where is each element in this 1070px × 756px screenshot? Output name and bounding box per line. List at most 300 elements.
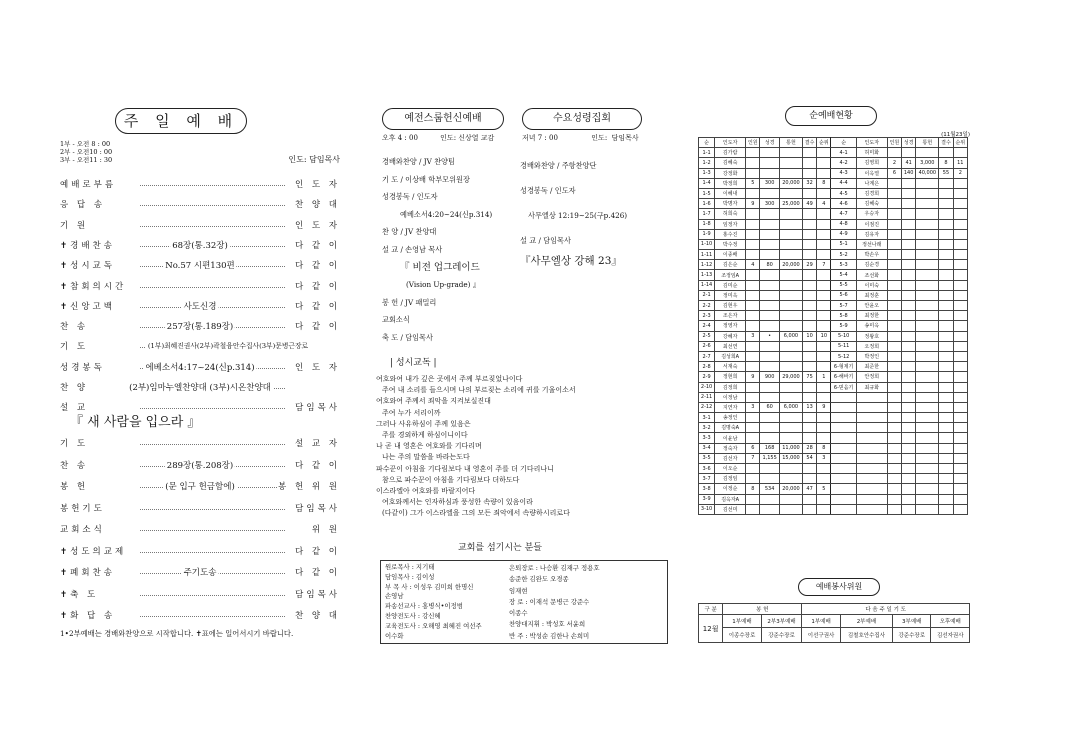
order-item-performer: 다 같 이 <box>294 546 340 557</box>
order-item-label: 봉 헌 <box>60 482 89 492</box>
table-cell: 임정자 <box>715 219 746 229</box>
table-cell: 이미숙 <box>856 280 887 290</box>
order-row <box>60 588 340 602</box>
table-cell <box>887 188 901 198</box>
table-cell: 1-12 <box>699 260 715 270</box>
table-cell <box>817 433 831 443</box>
table-cell <box>953 453 967 463</box>
table-cell <box>817 148 831 158</box>
table-cell <box>856 453 887 463</box>
table-cell <box>817 290 831 300</box>
order-item-label: ✝폐회찬송 <box>60 568 115 578</box>
table-cell <box>887 301 901 311</box>
table-cell: 32 <box>802 178 816 188</box>
order-row <box>60 437 340 451</box>
table-cell <box>746 494 760 504</box>
table-cell <box>887 229 901 239</box>
table-cell <box>802 351 816 361</box>
table-cell: 강혜자 <box>715 331 746 341</box>
table-cell <box>779 270 802 280</box>
table-cell: 7 <box>746 453 760 463</box>
table-cell: 강정화 <box>715 168 746 178</box>
table-cell <box>902 413 916 423</box>
table-cell: 오정희 <box>856 341 887 351</box>
table-cell <box>887 443 901 453</box>
table-cell: 박명자 <box>715 199 746 209</box>
table-cell: 강준수장로 <box>893 628 931 643</box>
dot-leader <box>140 444 285 445</box>
table-cell <box>916 474 939 484</box>
table-cell <box>802 209 816 219</box>
table-cell <box>902 321 916 331</box>
order-item-performer: 다 같 이 <box>294 261 340 272</box>
table-cell <box>802 158 816 168</box>
table-cell: 송미옥 <box>856 321 887 331</box>
table-cell <box>902 188 916 198</box>
column-header: 순 <box>699 138 715 148</box>
table-row <box>699 280 968 290</box>
table-cell <box>817 239 831 249</box>
dot-leader <box>140 185 285 186</box>
table-cell <box>817 321 831 331</box>
table-cell: 4-7 <box>831 209 856 219</box>
table-row <box>699 628 970 643</box>
table-cell <box>902 239 916 249</box>
table-cell <box>746 290 760 300</box>
order-item-label: 교회소식 <box>60 525 105 535</box>
table-cell: 나계은 <box>856 178 887 188</box>
table-row <box>699 311 968 321</box>
table-cell <box>817 504 831 514</box>
order-item-label: ✝신앙고백 <box>60 301 115 312</box>
table-cell <box>760 158 780 168</box>
table-cell <box>902 209 916 219</box>
dot-leader <box>140 595 285 596</box>
table-cell: 4-6 <box>831 199 856 209</box>
table-cell <box>902 229 916 239</box>
order-item-label: ✝성시교독 <box>60 261 115 272</box>
order-item-performer: 다 같 이 <box>294 301 340 312</box>
table-cell <box>779 362 802 372</box>
table-cell: 47 <box>802 484 816 494</box>
table-row <box>699 341 968 351</box>
table-row <box>699 504 968 514</box>
table-cell <box>779 219 802 229</box>
order-item-performer: 다 같 이 <box>294 281 340 292</box>
table-cell <box>887 351 901 361</box>
table-cell <box>939 270 953 280</box>
order-line: 임재현 <box>509 586 528 595</box>
table-cell: 김옥자A <box>715 494 746 504</box>
table-cell <box>856 464 887 474</box>
table-cell: 최선연 <box>715 341 746 351</box>
column-subheader: 3부예배 <box>893 615 931 628</box>
table-cell <box>887 290 901 300</box>
table-cell <box>939 474 953 484</box>
table-cell <box>802 464 816 474</box>
dot-leader <box>140 226 285 227</box>
column-header: 통헌 <box>779 138 802 148</box>
order-line: 여호와여 주께서 죄악을 지켜보실진대 <box>376 397 491 406</box>
order-line: 봉 헌 / JV 패밀리 <box>382 297 437 307</box>
dot-leader <box>140 408 285 409</box>
table-row <box>699 443 968 453</box>
table-cell: 김은순 <box>715 260 746 270</box>
table-row <box>699 209 968 219</box>
table-cell: 김순경 <box>856 260 887 270</box>
table-cell: 4 <box>817 199 831 209</box>
table-cell <box>746 413 760 423</box>
order-row <box>60 300 340 314</box>
table-cell <box>802 301 816 311</box>
order-line: 사무엘상 12:19~25(구p.426) <box>528 211 628 220</box>
table-cell <box>802 413 816 423</box>
table-row <box>699 178 968 188</box>
table-cell <box>779 188 802 198</box>
table-cell: 서재숙 <box>715 362 746 372</box>
table-cell <box>779 464 802 474</box>
table-cell: 3-6 <box>699 464 715 474</box>
table-cell <box>916 382 939 392</box>
table-cell <box>953 351 967 361</box>
table-cell: 10 <box>817 331 831 341</box>
order-item-detail: 주기도송 <box>183 568 217 578</box>
table-cell: 3-7 <box>699 474 715 484</box>
table-cell <box>953 433 967 443</box>
table-cell <box>746 504 760 514</box>
responsive-reading <box>376 374 676 520</box>
table-cell <box>902 250 916 260</box>
table-cell <box>760 270 780 280</box>
table-cell <box>802 290 816 300</box>
youth-service-title: 예전스룹헌신예배 <box>382 108 504 130</box>
table-cell: 20,000 <box>779 260 802 270</box>
table-cell <box>802 392 816 402</box>
table-cell <box>779 423 802 433</box>
table-cell <box>802 321 816 331</box>
table-cell <box>953 250 967 260</box>
order-item-label: 성경봉독 <box>60 362 105 373</box>
table-cell <box>916 301 939 311</box>
table-cell <box>916 250 939 260</box>
cell-status-title: 순예배현황 <box>785 106 877 126</box>
table-row <box>699 260 968 270</box>
table-cell: 1-6 <box>699 199 715 209</box>
order-item-detail: 에베소서4:17~24(신p.314) <box>145 362 255 373</box>
order-row <box>60 259 340 273</box>
table-cell <box>831 402 856 412</box>
table-cell <box>953 321 967 331</box>
table-cell <box>802 341 816 351</box>
table-cell <box>916 280 939 290</box>
table-cell <box>856 413 887 423</box>
table-cell <box>887 260 901 270</box>
table-cell: 1 <box>817 372 831 382</box>
table-cell <box>746 341 760 351</box>
table-cell <box>902 494 916 504</box>
table-cell: 1-11 <box>699 250 715 260</box>
table-cell <box>746 270 760 280</box>
table-cell <box>902 443 916 453</box>
table-cell <box>887 392 901 402</box>
order-line: 손영남 <box>385 592 404 601</box>
table-cell: 2-4 <box>699 321 715 331</box>
table-cell <box>902 372 916 382</box>
table-cell <box>953 484 967 494</box>
table-cell: 3-8 <box>699 484 715 494</box>
table-header-row <box>699 604 970 615</box>
table-row <box>699 464 968 474</box>
table-cell: 3,000 <box>916 158 939 168</box>
order-item-detail: 257장(통.189장) <box>166 322 234 333</box>
table-cell <box>802 250 816 260</box>
order-item-label: ✝참회의시간 <box>60 281 127 292</box>
staff-left <box>385 563 482 641</box>
table-cell: 정현희 <box>715 372 746 382</box>
table-cell: 10 <box>802 331 816 341</box>
table-cell <box>916 443 939 453</box>
table-cell <box>831 504 856 514</box>
table-cell <box>831 474 856 484</box>
table-cell: 25,000 <box>779 199 802 209</box>
table-cell: 7 <box>817 260 831 270</box>
order-line: 찬양전도사 : 강신혜 <box>385 611 441 620</box>
table-cell <box>902 219 916 229</box>
table-cell <box>746 158 760 168</box>
table-cell <box>779 311 802 321</box>
table-cell: 김영희 <box>856 158 887 168</box>
table-cell: 5-5 <box>831 280 856 290</box>
table-cell <box>831 392 856 402</box>
table-cell <box>779 474 802 484</box>
table-cell: 5-2 <box>831 250 856 260</box>
table-cell <box>902 474 916 484</box>
table-cell <box>939 250 953 260</box>
table-cell <box>760 423 780 433</box>
table-cell: 박손우 <box>856 250 887 260</box>
order-line: 원로목사 : 지기태 <box>385 563 435 571</box>
table-cell <box>916 372 939 382</box>
table-cell: 박정희 <box>715 178 746 188</box>
table-cell: 정영자 <box>715 321 746 331</box>
table-cell <box>760 168 780 178</box>
responsive-reading-title: | 성시교독 | <box>390 358 437 368</box>
table-row <box>699 168 968 178</box>
order-item-detail: (2부)임마누엘찬양대 (3부)시온찬양대 <box>129 383 271 393</box>
table-cell <box>887 341 901 351</box>
table-cell <box>746 433 760 443</box>
table-cell <box>953 392 967 402</box>
table-cell <box>916 178 939 188</box>
table-cell <box>902 341 916 351</box>
table-cell: 조정임A <box>715 270 746 280</box>
order-row <box>60 340 340 354</box>
table-row <box>699 433 968 443</box>
table-cell <box>887 402 901 412</box>
order-item-performer: 설 교 자 <box>294 439 340 449</box>
order-item-performer: 인 도 자 <box>294 220 340 231</box>
table-cell <box>856 474 887 484</box>
table-cell <box>902 351 916 361</box>
table-cell <box>916 402 939 412</box>
table-cell <box>831 423 856 433</box>
table-cell <box>802 362 816 372</box>
order-item-label: ✝경배찬송 <box>60 240 115 251</box>
table-cell <box>939 239 953 249</box>
table-cell <box>779 341 802 351</box>
table-row <box>699 301 968 311</box>
table-cell <box>779 351 802 361</box>
table-cell <box>902 362 916 372</box>
table-cell <box>939 280 953 290</box>
table-cell: 3 <box>746 402 760 412</box>
table-cell <box>887 239 901 249</box>
table-cell <box>953 341 967 351</box>
table-cell <box>939 494 953 504</box>
dot-leader <box>140 552 285 553</box>
dot-leader <box>140 205 285 206</box>
table-cell <box>779 413 802 423</box>
table-cell: 김명숙A <box>715 423 746 433</box>
table-cell <box>817 351 831 361</box>
order-line: 여호와여 내가 깊은 곳에서 주께 부르짖었나이다 <box>376 375 523 383</box>
table-cell: 김경희 <box>856 188 887 198</box>
column-header: 통헌 <box>916 138 939 148</box>
table-cell <box>760 148 780 158</box>
table-cell <box>953 260 967 270</box>
table-cell: 55 <box>939 168 953 178</box>
order-line: 참으로 파수꾼이 아침을 기다림보다 더하도다 <box>382 475 520 484</box>
table-cell: 40,000 <box>916 168 939 178</box>
table-cell <box>817 250 831 260</box>
table-cell: 정왕호 <box>856 331 887 341</box>
table-cell <box>902 453 916 463</box>
table-cell: 김선자 <box>715 453 746 463</box>
table-cell <box>779 382 802 392</box>
order-line: 반 주 : 박성순 김한나 손희미 <box>509 631 590 640</box>
table-cell <box>760 382 780 392</box>
table-cell <box>939 188 953 198</box>
table-row <box>699 382 968 392</box>
table-cell <box>802 239 816 249</box>
table-cell: 3 <box>746 331 760 341</box>
table-cell <box>817 341 831 351</box>
service-committee-table <box>698 603 970 643</box>
table-cell: 최규화 <box>856 382 887 392</box>
table-cell <box>953 331 967 341</box>
wednesday-order <box>520 153 660 274</box>
order-item-detail: 사도신경 <box>183 301 217 312</box>
order-line: 주를 경외하게 하심이니이다 <box>382 431 468 440</box>
table-cell: 5-10 <box>831 331 856 341</box>
table-cell: 김가람 <box>715 148 746 158</box>
order-row <box>60 198 340 212</box>
order-row <box>60 320 340 334</box>
table-cell <box>916 433 939 443</box>
column-subheader: 1부예배 <box>723 615 761 628</box>
table-row <box>699 229 968 239</box>
table-cell: 김선자권사 <box>931 628 970 643</box>
table-cell <box>916 331 939 341</box>
table-cell <box>953 382 967 392</box>
table-cell <box>887 311 901 321</box>
table-cell: 3-5 <box>699 453 715 463</box>
table-cell <box>916 494 939 504</box>
table-cell <box>953 178 967 188</box>
table-cell <box>817 311 831 321</box>
table-cell <box>939 331 953 341</box>
table-cell <box>802 219 816 229</box>
table-cell: 9 <box>746 199 760 209</box>
table-cell <box>939 321 953 331</box>
dot-leader <box>140 530 285 531</box>
table-row <box>699 453 968 463</box>
table-cell <box>760 311 780 321</box>
column-subheader: 2부3부예배 <box>761 615 802 628</box>
table-cell <box>779 229 802 239</box>
table-cell <box>902 433 916 443</box>
table-cell <box>817 362 831 372</box>
table-cell <box>817 188 831 198</box>
table-header-row <box>699 138 968 148</box>
table-cell <box>916 464 939 474</box>
column-header: 결수 <box>802 138 816 148</box>
table-cell <box>902 392 916 402</box>
order-item-performer: 찬 양 대 <box>294 200 340 211</box>
table-cell: 조선화 <box>856 270 887 280</box>
table-cell <box>802 423 816 433</box>
table-row <box>699 474 968 484</box>
table-cell <box>939 443 953 453</box>
column-header: 성경 <box>760 138 780 148</box>
table-cell <box>779 280 802 290</box>
order-line: 장 로 : 이재석 문병근 강준수 <box>509 597 590 606</box>
table-cell: 2 <box>887 158 901 168</box>
table-cell <box>953 199 967 209</box>
order-line: 경배와찬양 / JV 찬양팀 <box>382 157 455 166</box>
order-row <box>60 545 340 559</box>
table-cell: 8 <box>746 484 760 494</box>
table-cell <box>856 484 887 494</box>
table-cell <box>916 351 939 361</box>
table-cell: 75 <box>802 372 816 382</box>
table-cell <box>902 260 916 270</box>
table-cell <box>760 290 780 300</box>
table-cell: 5-3 <box>831 260 856 270</box>
table-cell: 1,155 <box>760 453 780 463</box>
table-cell: 2-12 <box>699 402 715 412</box>
table-cell: 이정남 <box>715 392 746 402</box>
table-cell: 5-11 <box>831 341 856 351</box>
table-cell: 3-1 <box>699 413 715 423</box>
order-item-label: ✝성도의교제 <box>60 546 127 557</box>
table-cell: 2-8 <box>699 362 715 372</box>
table-cell <box>802 270 816 280</box>
table-cell: 5 <box>817 484 831 494</box>
table-cell <box>916 413 939 423</box>
table-row <box>699 402 968 412</box>
table-row <box>699 351 968 361</box>
dot-leader <box>140 509 285 510</box>
table-cell <box>760 351 780 361</box>
table-cell: 이선구권사 <box>802 628 840 643</box>
table-cell <box>916 270 939 280</box>
table-cell <box>916 229 939 239</box>
table-cell: 김성희A <box>715 351 746 361</box>
order-item-performer: 다 같 이 <box>294 568 340 578</box>
table-cell <box>802 474 816 484</box>
column-header: 구 분 <box>699 604 723 615</box>
